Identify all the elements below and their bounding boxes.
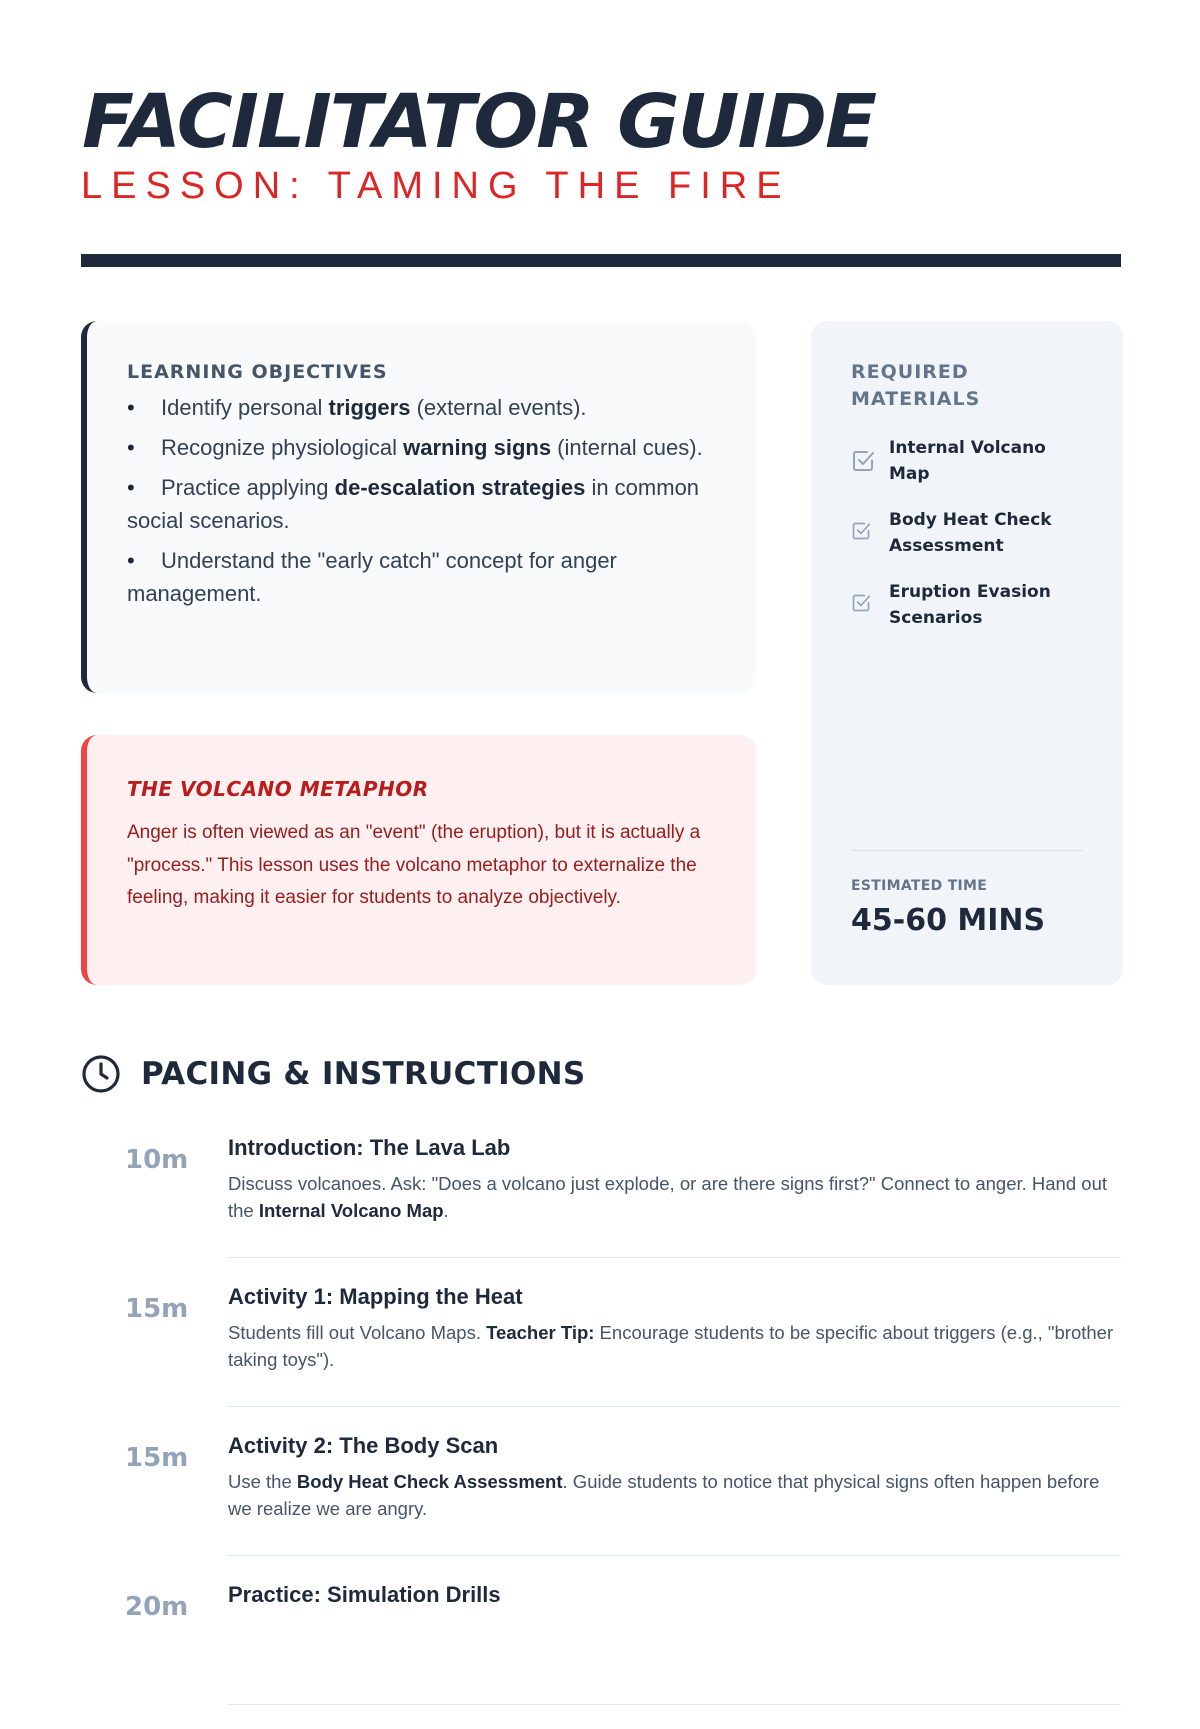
step-title: Activity 1: Mapping the Heat (228, 1284, 523, 1309)
lesson-subtitle: LESSON: TAMING THE FIRE (81, 165, 791, 207)
bullet-icon: • (127, 548, 135, 573)
step-body (228, 1282, 1121, 1407)
step-duration: 20m (125, 1592, 189, 1622)
learning-objectives-heading: LEARNING OBJECTIVES (127, 361, 388, 383)
step-description: Students fill out Volcano Maps. Teacher Tip: Encourage students to be specific about triggers (e.g., "brother taking toys"). (228, 1322, 1114, 1370)
objective-item: • Practice applying de-escalation strategies in common social scenarios. (127, 471, 716, 537)
volcano-metaphor-heading: THE VOLCANO METAPHOR (127, 777, 429, 801)
step-title: Activity 2: The Body Scan (228, 1433, 499, 1458)
material-item (851, 579, 1083, 631)
material-item (851, 507, 1083, 559)
required-materials-panel (811, 321, 1123, 985)
pacing-step (81, 1580, 1121, 1729)
objective-item: • Recognize physiological warning signs (internal cues). (127, 431, 716, 464)
materials-list (851, 435, 1083, 631)
material-label: Body Heat Check Assessment (889, 510, 1052, 556)
bullet-icon: • (127, 435, 135, 460)
step-duration: 15m (125, 1294, 189, 1324)
required-materials-heading: REQUIRED MATERIALS (851, 361, 981, 410)
pacing-heading: PACING & INSTRUCTIONS (141, 1056, 586, 1092)
material-label: Internal Volcano Map (889, 438, 1046, 484)
checkbox-checked-icon (851, 449, 875, 473)
volcano-metaphor-card (81, 735, 756, 985)
step-body (228, 1580, 1121, 1705)
page-title: FACILITATOR GUIDE (82, 79, 876, 165)
estimated-time-value: 45-60 MINS (851, 903, 1046, 938)
step-duration: 10m (125, 1145, 189, 1175)
checkbox-checked-icon (851, 593, 875, 617)
step-description: Use the Body Heat Check Assessment. Guide students to notice that physical signs often happen before we realize we are angry. (228, 1471, 1100, 1519)
header-divider (81, 254, 1121, 267)
step-title: Introduction: The Lava Lab (228, 1135, 511, 1160)
pacing-step (81, 1282, 1121, 1431)
pacing-step (81, 1431, 1121, 1580)
material-item (851, 435, 1083, 487)
objective-item: • Identify personal triggers (external events). (127, 391, 716, 424)
learning-objectives-card (81, 321, 756, 693)
checkbox-checked-icon (851, 521, 875, 545)
step-body (228, 1133, 1121, 1258)
pacing-steps (81, 1133, 1121, 1729)
pacing-step (81, 1133, 1121, 1282)
step-description: Discuss volcanoes. Ask: "Does a volcano just explode, or are there signs first?" Connect to anger. Hand out the Internal Volcano Map. (228, 1173, 1107, 1221)
volcano-metaphor-text: Anger is often viewed as an "event" (the eruption), but it is actually a "process." This lesson uses the volcano metaphor to externalize the feeling, making it easier for students to analyze objectively. (127, 822, 701, 908)
step-duration: 15m (125, 1443, 189, 1473)
bullet-icon: • (127, 395, 135, 420)
objectives-list (127, 391, 716, 610)
step-title: Practice: Simulation Drills (228, 1582, 501, 1607)
step-body (228, 1431, 1121, 1556)
estimated-time-label: ESTIMATED TIME (851, 878, 988, 894)
pacing-header (81, 1054, 586, 1094)
material-label: Eruption Evasion Scenarios (889, 582, 1051, 628)
clock-icon (81, 1054, 121, 1094)
objective-item: • Understand the "early catch" concept for anger management. (127, 544, 716, 610)
bullet-icon: • (127, 475, 135, 500)
materials-divider (851, 850, 1083, 851)
